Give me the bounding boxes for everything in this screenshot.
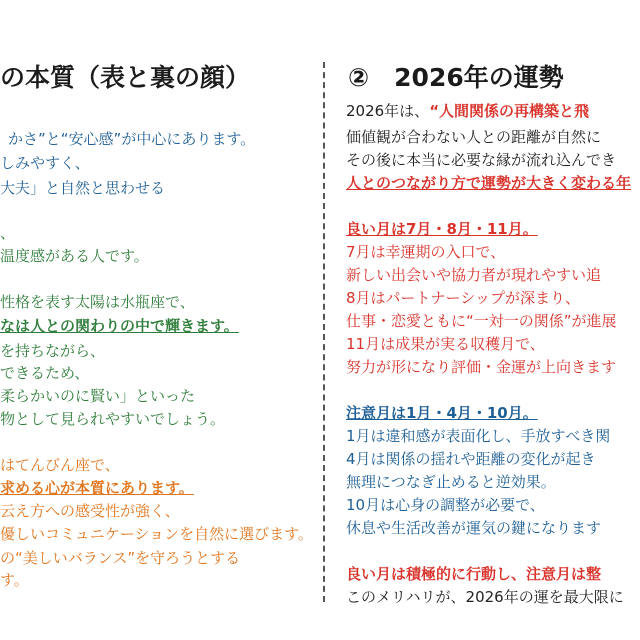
right-line: 良い月は積極的に行動し、注意月は整 [346,565,602,583]
right-line: 良い月は7月・8月・11月。 [346,220,538,238]
right-intro-line [346,101,589,121]
right-line: 8月はパートナーシップが深まり、 [346,289,580,307]
left-column [0,0,318,640]
left-line: 求める心が本質にあります。 [0,479,194,497]
right-line: このメリハリが、2026年の運を最大限に [346,588,624,606]
left-line: かさ”と“安心感”が中心にあります。 [8,130,256,148]
right-line: 新しい出会いや協力者が現れやすい追 [346,266,602,284]
column-divider [323,62,325,602]
left-line: 云え方への感受性が強く、 [0,502,180,520]
left-line: す。 [0,571,29,589]
left-line: 温度感がある人です。 [0,247,149,265]
left-line: の“美しいバランス”を守ろうとする [0,549,241,567]
left-heading: の本質（表と裏の顔） [0,63,251,92]
right-intro-highlight: “人間関係の再構築と飛 [429,102,590,120]
left-line: 性格を表す太陽は水瓶座で、 [0,293,195,311]
right-line: 11月は成果が実る収穫月で、 [346,335,545,353]
left-line: を持ちながら、 [0,342,106,360]
right-line: 10月は心身の調整が必要で、 [346,496,545,514]
right-line: 7月は幸運期の入口で、 [346,243,506,261]
right-line: 4月は関係の揺れや距離の変化が起き [346,450,596,468]
right-line: 無理につなぎ止めると逆効果。 [346,473,556,491]
right-heading: ② 2026年の運勢 [348,63,564,92]
right-line: 仕事・恋愛ともに“一対一の関係”が進展 [346,312,617,330]
left-line: できるため、 [0,364,90,382]
left-line: 優しいコミュニケーションを自然に選びます。 [0,525,313,543]
left-line: 、 [0,224,16,242]
left-line: 大夫」と自然と思わせる [0,179,166,197]
left-line: はてんびん座で、 [0,456,120,474]
left-line: しみやすく、 [0,154,90,172]
left-line: 柔らかいのに賢い」といった [0,387,196,405]
right-line: 人とのつながり方で運勢が大きく変わる年 [346,174,632,192]
right-line: 努力が形になり評価・金運が上向きます [346,358,617,376]
right-line: 価値観が合わない人との距離が自然に [346,128,602,146]
right-line: 休息や生活改善が運気の鍵になります [346,519,602,537]
right-line: その後に本当に必要な縁が流れ込んでき [346,151,617,169]
right-line: 注意月は1月・4月・10月。 [346,404,538,422]
right-line: 1月は違和感が表面化し、手放すべき関 [346,427,611,445]
left-line: なは人との関わりの中で輝きます。 [0,317,239,335]
left-line: 物として見られやすいでしょう。 [0,410,226,428]
right-intro-prefix: 2026年は、 [346,102,430,120]
right-column [330,0,640,640]
